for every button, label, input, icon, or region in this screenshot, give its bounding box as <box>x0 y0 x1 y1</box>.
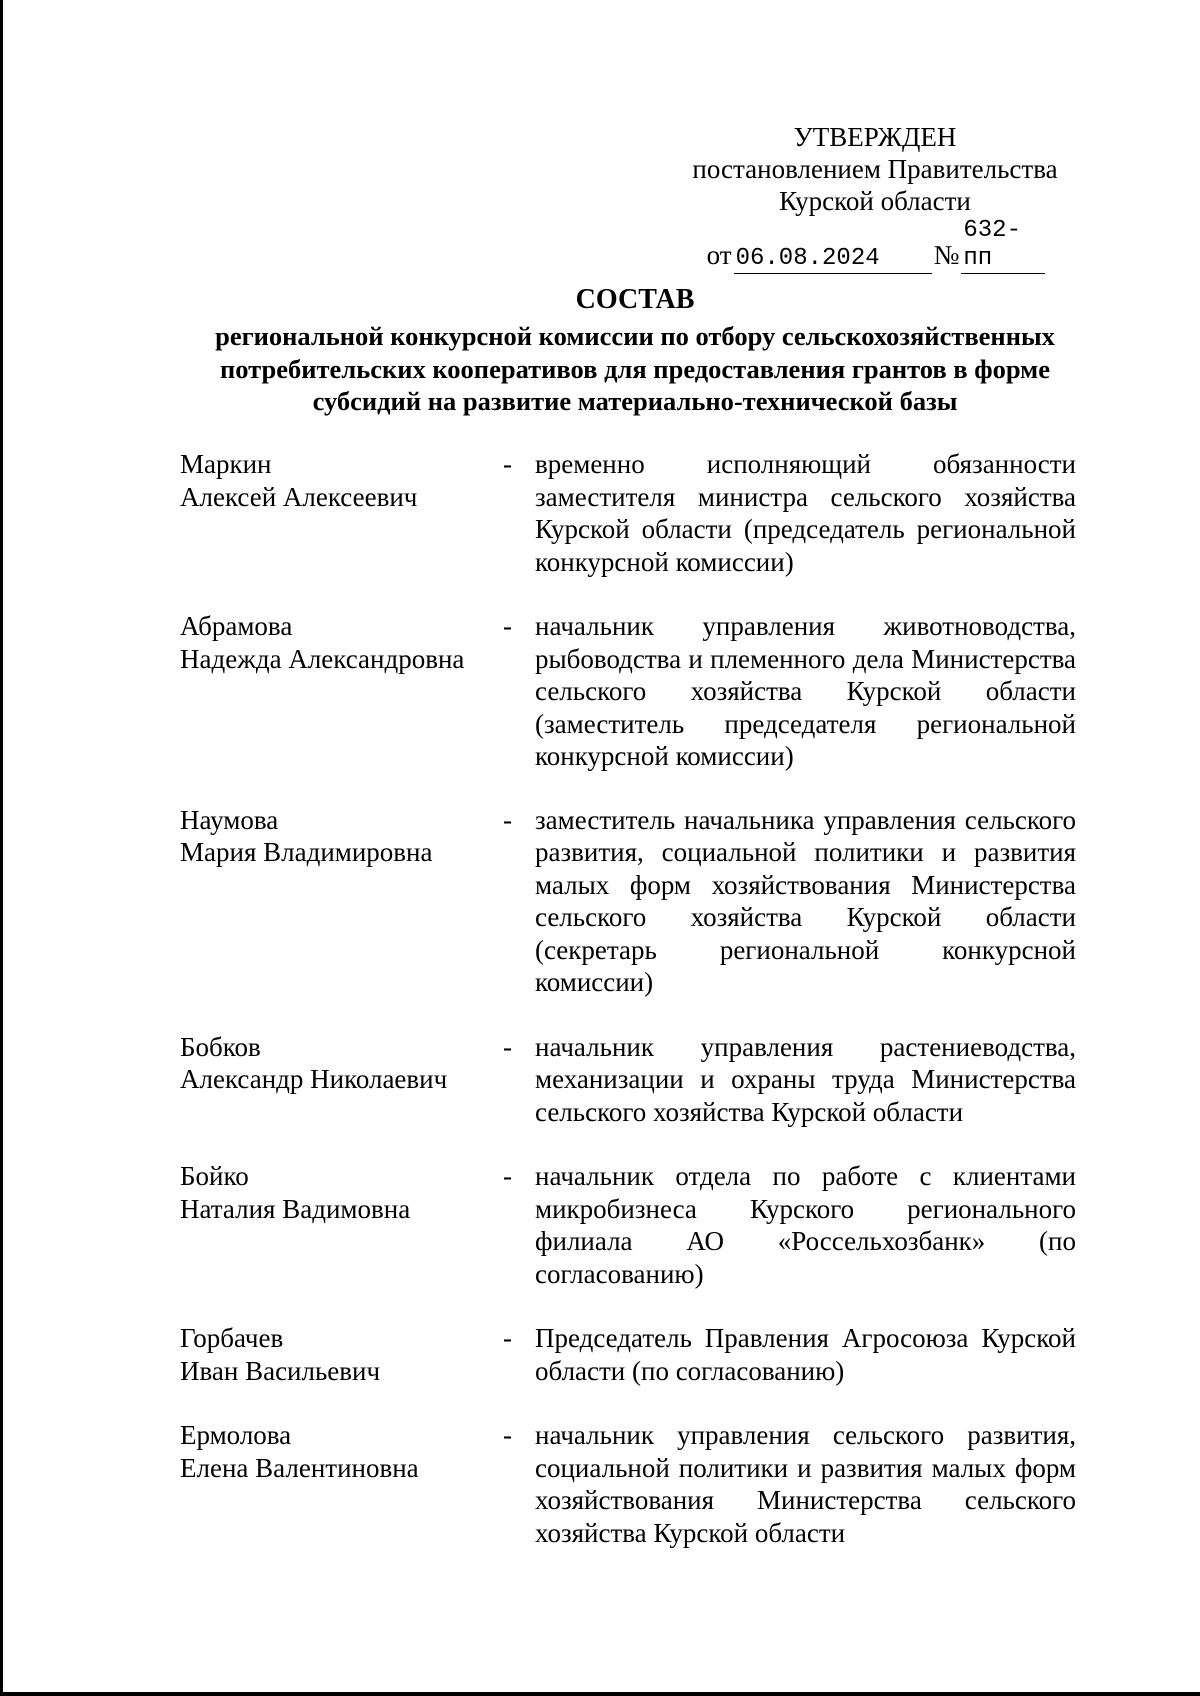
member-row <box>180 1031 1076 1129</box>
approval-heading: УТВЕРЖДЕН <box>793 122 957 152</box>
member-surname: Наумова <box>180 804 279 835</box>
member-name <box>180 1419 480 1484</box>
member-dash: - <box>503 1031 512 1062</box>
member-surname: Абрамова <box>180 611 293 641</box>
date-field: 06.08.2024 <box>734 245 932 274</box>
member-role: начальник отдела по работе с клиентами микробизнеса Курского регионального филиала АО «Россельхозбанк» (по согласованию) <box>535 1161 1076 1289</box>
member-dash: - <box>503 611 512 641</box>
member-row <box>180 1160 1076 1290</box>
member-given-names: Алексей Алексеевич <box>180 481 418 512</box>
member-given-names: Иван Васильевич <box>180 1355 381 1386</box>
member-given-names: Надежда Александровна <box>180 643 465 674</box>
member-dash: - <box>503 1161 512 1191</box>
member-dash: - <box>503 449 512 479</box>
member-name <box>180 610 480 675</box>
member-role: начальник управления сельского развития, социальной политики и развития малых форм хозяйствования Министерства сельского хозяйства Курской области <box>535 1420 1076 1548</box>
number-field: 632-пп <box>961 217 1045 274</box>
document-title: СОСТАВ <box>575 284 695 315</box>
member-name <box>180 804 480 869</box>
document-subtitle: региональной конкурсной комиссии по отбору сельскохозяйственных потребительских кооперативов для предоставления грантов в форме субсидий на развитие материально-технической базы <box>215 321 1055 416</box>
member-role: заместитель начальника управления сельского развития, социальной политики и развития малых форм хозяйствования Министерства сельского хозяйства Курской области (секретарь региональной конкурсной комиссии) <box>535 804 1076 997</box>
approval-line-1: постановлением Правительства <box>692 154 1058 184</box>
member-surname: Бойко <box>180 1161 249 1191</box>
member-row <box>180 1419 1076 1549</box>
member-given-names: Мария Владимировна <box>180 837 433 867</box>
member-surname: Горбачев <box>180 1323 284 1353</box>
approval-line-2: Курской области <box>779 186 971 216</box>
member-dash: - <box>503 1420 512 1450</box>
member-name <box>180 448 480 513</box>
member-name <box>180 1322 480 1387</box>
member-dash: - <box>503 1323 512 1353</box>
scan-left-border <box>0 0 3 1696</box>
member-row <box>180 448 1076 578</box>
member-surname: Маркин <box>180 449 272 479</box>
member-surname: Ермолова <box>180 1420 292 1450</box>
member-role: временно исполняющий обязанности заместителя министра сельского хозяйства Курской области (председатель региональной конкурсной комиссии) <box>535 449 1076 577</box>
member-row <box>180 1322 1076 1387</box>
member-dash: - <box>503 804 512 835</box>
member-row <box>180 804 1076 999</box>
members-list <box>180 448 1076 1549</box>
member-given-names: Наталия Вадимовна <box>180 1193 411 1224</box>
approval-date-number-line <box>650 217 1100 274</box>
member-role: Председатель Правления Агросоюза Курской области (по согласованию) <box>535 1323 1076 1386</box>
member-surname: Бобков <box>180 1031 261 1062</box>
member-role: начальник управления животноводства, рыбоводства и племенного дела Министерства сельского хозяйства Курской области (заместитель председателя региональной конкурсной комиссии) <box>535 611 1076 771</box>
member-name <box>180 1160 480 1225</box>
date-label: от <box>706 240 732 270</box>
member-given-names: Елена Валентиновна <box>180 1452 419 1483</box>
member-given-names: Александр Николаевич <box>180 1064 448 1094</box>
member-row <box>180 610 1076 773</box>
approval-stamp <box>650 121 1100 274</box>
member-role: начальник управления растениеводства, механизации и охраны труда Министерства сельского хозяйства Курской области <box>535 1031 1076 1127</box>
scan-bottom-border <box>0 1692 1200 1696</box>
number-label: № <box>933 240 960 270</box>
member-name <box>180 1031 480 1096</box>
